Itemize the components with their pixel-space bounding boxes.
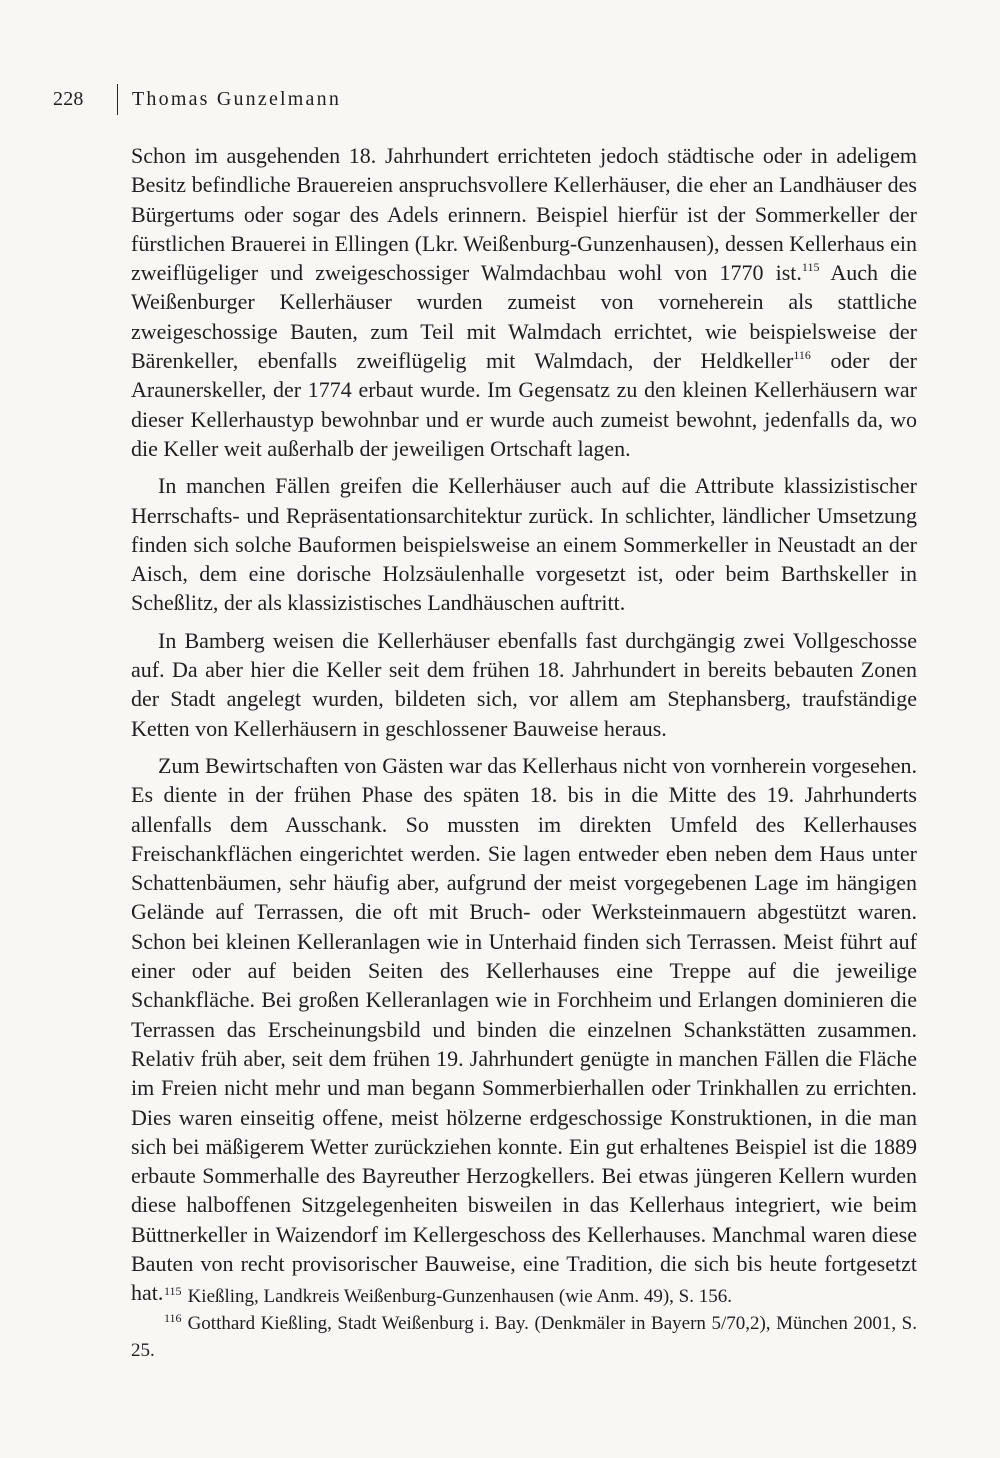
footnote-text: Gotthard Kießling, Stadt Weißenburg i. Bay. (Denkmäler in Bayern 5/70,2), München 2001, S. 25. xyxy=(131,1313,917,1361)
paragraph-1-part-3: oder der Araunerskeller, der 1774 erbaut wurde. Im Gegensatz zu den kleinen Kellerhäusern war dieser Kellerhaustyp bewohnbar und er wurde auch zumeist bewohnt, jedenfalls da, wo die Keller weit außerhalb der jeweiligen Ortschaft lagen. xyxy=(131,348,917,461)
body-text xyxy=(131,141,917,1316)
footnote-number: 116 xyxy=(164,1311,182,1325)
footnote-115 xyxy=(131,1284,917,1311)
footnote-ref-115: 115 xyxy=(801,259,820,274)
paragraph-1-part-1: Schon im ausgehenden 18. Jahrhundert errichteten jedoch städtische oder in adeligem Besitz befindliche Brauereien anspruchsvollere Kellerhäuser, die eher an Landhäuser des Bürgertums oder sogar des Adels erinnern. Beispiel hierfür ist der Sommerkeller der fürstlichen Brauerei in Ellingen (Lkr. Weißenburg-Gunzenhausen), dessen Kellerhaus ein zweiflügeliger und zweigeschossiger Walmdachbau wohl von 1770 ist. xyxy=(131,143,917,286)
paragraph-1-part-2: Auch die Weißenburger Kellerhäuser wurden zumeist von vorneherein als stattliche zweigeschossige Bauten, zum Teil mit Walmdach errichtet, wie beispielsweise der Bärenkeller, ebenfalls zweiflügelig mit Walmdach, der Heldkeller xyxy=(131,260,917,374)
header-divider xyxy=(117,84,118,115)
footnote-number: 115 xyxy=(164,1284,182,1298)
paragraph-3: In Bamberg weisen die Kellerhäuser ebenfalls fast durchgängig zwei Vollgeschosse auf. Da aber hier die Keller seit dem frühen 18. Jahrhundert in bereits bebauten Zonen der Stadt angelegt wurden, bildeten sich, vor allem am Stephansberg, traufständige Ketten von Kellerhäusern in geschlossener Bauweise heraus. xyxy=(131,627,917,741)
footnote-text: Kießling, Landkreis Weißenburg-Gunzenhausen (wie Anm. 49), S. 156. xyxy=(187,1286,733,1307)
paragraph-4: Zum Bewirtschaften von Gästen war das Kellerhaus nicht von vornherein vorgesehen. Es diente in der frühen Phase des späten 18. bis in die Mitte des 19. Jahrhunderts allenfalls dem Ausschank. So mussten im direkten Umfeld des Kellerhauses Freischankflächen eingerichtet werden. Sie lagen entweder eben neben dem Haus unter Schattenbäumen, sehr häufig aber, aufgrund der meist vorgegebenen Lage im hängigen Gelände auf Terrassen, die oft mit Bruch- oder Werksteinmauern abgestützt waren. Schon bei kleinen Kelleranlagen wie in Unterhaid finden sich Terrassen. Meist führt auf einer oder auf beiden Seiten des Kellerhauses eine Treppe auf die jeweilige Schankfläche. Bei großen Kelleranlagen wie in Forchheim und Erlangen dominieren die Terrassen das Erscheinungsbild und binden die einzelnen Schankstätten zusammen. Relativ früh aber, seit dem frühen 19. Jahrhundert genügte in manchen Fällen die Fläche im Freien nicht mehr und man begann Sommerbierhallen oder Trinkhallen zu errichten. Dies waren einseitig offene, meist hölzerne erdgeschossige Konstruktionen, in die man sich bei mäßigerem Wetter zurückziehen konnte. Ein gut erhaltenes Beispiel ist die 1889 erbaute Sommerhalle des Bayreuther Herzogkellers. Bei etwas jüngeren Kellern wurden diese halboffenen Sitzgelegenheiten bisweilen in das Kellerhaus integriert, wie beim Büttnerkeller in Waizendorf im Kellergeschoss des Kellerhauses. Manchmal waren diese Bauten von recht provisorischer Bauweise, eine Tradition, die sich bis heute fortgesetzt hat. xyxy=(131,752,917,1306)
running-head-author: Thomas Gunzelmann xyxy=(132,87,342,110)
footnote-116 xyxy=(131,1311,917,1363)
paragraph-1 xyxy=(131,141,917,463)
footnotes xyxy=(131,1284,917,1363)
page-number: 228 xyxy=(53,87,84,110)
running-head xyxy=(53,82,341,116)
paragraph-2: In manchen Fällen greifen die Kellerhäuser auch auf die Attribute klassizistischer Herrschafts- und Repräsentationsarchitektur zurück. In schlichter, ländlicher Umsetzung finden sich solche Bauformen beispielsweise an einem Sommerkeller in Neustadt an der Aisch, dem eine dorische Holzsäulenhalle vorgesetzt ist, oder beim Barthskeller in Scheßlitz, der als klassizistisches Landhäuschen auftritt. xyxy=(131,473,917,616)
footnote-ref-116: 116 xyxy=(793,347,811,362)
